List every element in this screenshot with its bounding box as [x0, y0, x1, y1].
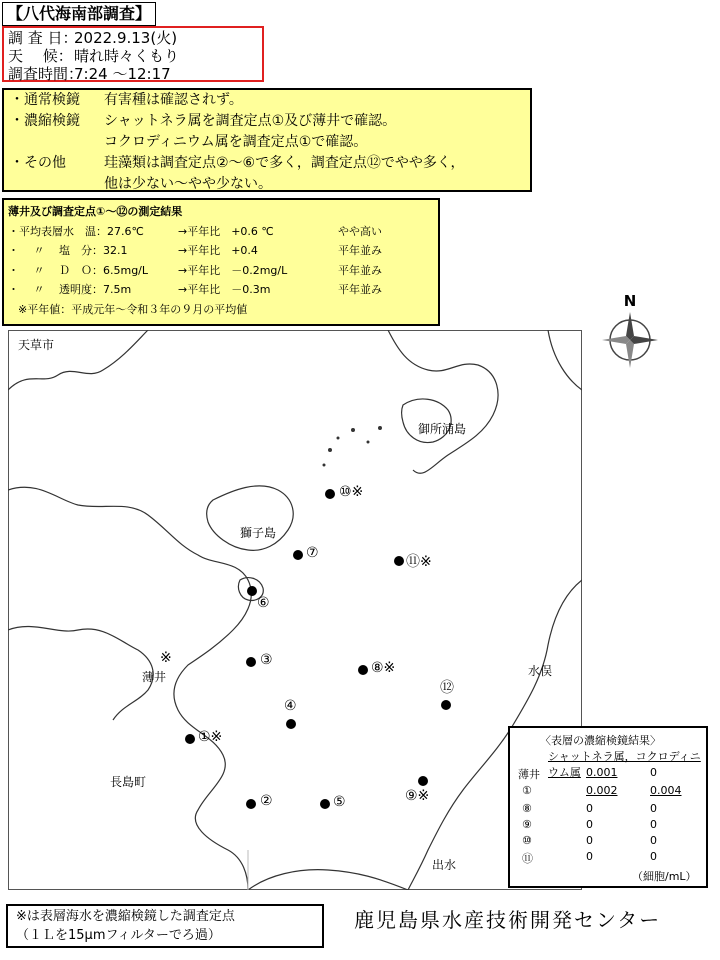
compass-point-north [626, 312, 634, 340]
station-12-label: ⑫ [440, 680, 454, 696]
station-3-label: ③ [260, 652, 273, 668]
legend-chattonella: 0 [586, 802, 593, 815]
measurement-row [8, 280, 434, 300]
station-dot-9 [418, 776, 428, 786]
measurement-item: ・ 〃 透明度：7.5m [8, 283, 132, 296]
summary-row [8, 90, 526, 111]
compass-n-label: N [623, 292, 637, 310]
compass-point-east [630, 336, 658, 344]
legend-unit: （細胞/mL） [632, 870, 697, 883]
islet [378, 426, 382, 430]
legend-chattonella: 0 [586, 818, 593, 831]
legend-site: ⑪ [522, 852, 533, 865]
summary-box [2, 88, 532, 192]
normal-value-note: ※平年値：平成元年～令和３年の９月の平均値 [18, 302, 248, 316]
summary-text: シャットネラ属を調査定点①及び薄井で確認。 [104, 113, 397, 129]
measurement-evaluation: 平年並み [338, 244, 382, 257]
legend-cochlodinium: 0 [650, 766, 657, 779]
measurement-comparison: →平年比 －0.3m [178, 283, 271, 296]
measurement-row [8, 222, 434, 242]
station-dot-5 [320, 799, 330, 809]
station-dot-8 [358, 665, 368, 675]
sea-area-map [8, 330, 582, 890]
station-10-label: ⑩※ [339, 484, 364, 500]
summary-category: ・その他 [10, 155, 66, 171]
summary-row [8, 132, 526, 153]
station-dot-12 [441, 700, 451, 710]
summary-text: 他は少ない～やや少ない。 [104, 176, 272, 192]
measurement-item: ・平均表層水 温：27.6℃ [8, 224, 144, 238]
station-dot-3 [246, 657, 256, 667]
station-dot-11 [394, 556, 404, 566]
station-9-label: ⑨※ [405, 788, 430, 804]
summary-text: 有害種は確認されず。 [104, 92, 243, 108]
station-usui-label: ※ [160, 650, 172, 666]
islet [367, 441, 370, 444]
summary-category: ・通常検鏡 [10, 92, 80, 108]
station-6-label: ⑥ [257, 595, 270, 611]
organization-name: 鹿児島県水産技術開発センター [354, 908, 662, 932]
measurement-evaluation: 平年並み [338, 283, 382, 296]
place-minamata: 水俣 [528, 664, 553, 678]
measurement-row [8, 241, 434, 261]
measurement-comparison: →平年比 +0.6 ℃ [178, 224, 274, 238]
legend-site: ⑩ [522, 834, 532, 847]
summary-row [8, 153, 526, 174]
islet [351, 428, 355, 432]
legend-chattonella: 0 [586, 834, 593, 847]
legend-chattonella: 0.001 [586, 766, 618, 779]
place-usui: 薄井 [142, 670, 167, 684]
legend-site: ⑧ [522, 802, 532, 815]
place-goshoura: 御所浦島 [418, 422, 467, 436]
summary-category: ・濃縮検鏡 [10, 113, 80, 129]
measurement-item: ・ 〃 塩 分：32.1 [8, 244, 128, 257]
station-dot-2 [246, 799, 256, 809]
place-izumi: 出水 [432, 858, 457, 872]
islet [328, 448, 332, 452]
survey-time-label: 調査時間： [8, 65, 84, 83]
legend-site: 薄井 [518, 768, 540, 781]
legend-cochlodinium: 0 [650, 834, 657, 847]
measurement-heading: 薄井及び調査定点①～⑫の測定結果 [8, 205, 183, 218]
station-4-label: ④ [284, 698, 297, 714]
measurement-evaluation: やや高い [338, 224, 382, 238]
station-dot-1 [185, 734, 195, 744]
legend-cochlodinium: 0 [650, 850, 657, 863]
station-dot-4 [286, 719, 296, 729]
station-11-label: ⑪※ [406, 554, 432, 570]
survey-date-label: 調 査 日： [8, 29, 78, 47]
measurement-evaluation: 平年並み [338, 263, 382, 277]
survey-date-value: 2022.9.13(火) [74, 29, 178, 47]
measurement-comparison: →平年比 +0.4 [178, 244, 258, 257]
legend-cochlodinium: 0.004 [650, 784, 682, 797]
map-frame [9, 331, 582, 890]
north-arrow-icon [598, 292, 662, 372]
station-7-label: ⑦ [306, 545, 319, 561]
weather-row [8, 47, 258, 65]
legend-site: ① [522, 784, 532, 797]
station-2-label: ② [260, 793, 273, 809]
islet [337, 437, 340, 440]
page-title: 【八代海南部調査】 [2, 2, 156, 26]
legend-site: ⑨ [522, 818, 532, 831]
survey-time-row [8, 65, 258, 83]
survey-time-value: 7:24 ～12:17 [74, 65, 171, 83]
summary-text: 珪藻類は調査定点②～⑥で多く，調査定点⑫でやや多く， [104, 155, 465, 171]
station-dot-10 [325, 489, 335, 499]
station-dot-7 [293, 550, 303, 560]
legend-cochlodinium: 0 [650, 802, 657, 815]
legend-chattonella: 0 [586, 850, 593, 863]
footnote-line: （１Ｌを15μmフィルターでろ過） [16, 928, 221, 943]
survey-date-row [8, 29, 258, 47]
concentration-results-box [508, 726, 708, 888]
station-1-label: ①※ [198, 729, 223, 745]
footnote-line: ※は表層海水を濃縮検鏡した調査定点 [16, 909, 235, 924]
measurement-row [8, 261, 434, 281]
measurement-item: ・ 〃 Ｄ Ｏ：6.5mg/L [8, 263, 149, 277]
weather-value: 晴れ時々くもり [74, 47, 180, 65]
station-8-label: ⑧※ [371, 660, 396, 676]
legend-chattonella: 0.002 [586, 784, 618, 797]
compass-point-south [626, 340, 634, 368]
summary-text: コクロディニウム属を調査定点①で確認。 [104, 134, 368, 150]
legend-title: 〈表層の濃縮検鏡結果〉 [540, 734, 661, 747]
measurement-comparison: →平年比 －0.2mg/L [178, 263, 288, 277]
compass-point-west [602, 336, 630, 344]
summary-row [8, 174, 526, 195]
weather-label: 天 候： [8, 47, 73, 65]
legend-cochlodinium: 0 [650, 818, 657, 831]
summary-row [8, 111, 526, 132]
station-5-label: ⑤ [333, 794, 346, 810]
survey-info [2, 26, 264, 82]
islet [323, 464, 326, 467]
place-amakusa: 天草市 [18, 338, 55, 352]
place-nagashima: 長島町 [110, 775, 147, 789]
measurement-box [2, 198, 440, 326]
legend-subtitle: シャットネラ属，コクロディニウム属 [548, 750, 701, 779]
footnote-box [6, 904, 324, 948]
station-dot-6 [247, 586, 257, 596]
place-shishijima: 獅子島 [240, 526, 277, 540]
